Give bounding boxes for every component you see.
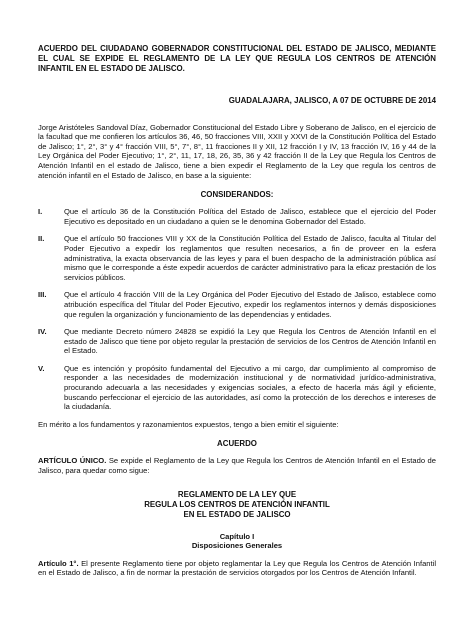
chapter-name: Disposiciones Generales (191, 541, 283, 551)
intro-paragraph: Jorge Aristóteles Sandoval Díaz, Gobernador Constitucional del Estado Libre y Soberano de Jalisco, en el ejercicio de la facultad que me confieren los artículos 36, 46, 50 fracciones VIII, XXII y XXVI de la Constitución Política del Estado de Jalisco; 1°, 2°, 3° y 4° fracción VIII, 5°, 7°, 8°, 11 fracciones II y XII, 12 fracción I y IV, 13 fracción IV, 16 y 44 de la Ley Orgánica del Poder Ejecutivo; 1°, 2°, 11, 17, 18, 26, 35, 36 y 42 fracción II de la Ley que Regula los Centros de Atención Infantil en el estado de Jalisco, tiene a bien expedir el Reglamento de la Ley que regula los centros de atención infantil en el Estado de Jalisco, en base a la siguiente: (38, 122, 436, 180)
acuerdo-heading: ACUERDO (217, 439, 257, 449)
document-title: ACUERDO DEL CIUDADANO GOBERNADOR CONSTITUCIONAL DEL ESTADO DE JALISCO, MEDIANTE EL CUAL SE EXPIDE EL REGLAMENTO DE LA LEY QUE REGULA LOS CENTROS DE ATENCIÓN INFANTIL EN EL ESTADO DE JALISCO. (38, 44, 436, 74)
merit-line: En mérito a los fundamentos y razonamientos expuestos, tengo a bien emitir el siguiente: (38, 419, 339, 429)
articulo-1 (38, 559, 436, 578)
considerando-item (38, 207, 436, 226)
articulo-unico (38, 456, 436, 475)
considerandos-heading: CONSIDERANDOS: (200, 190, 274, 200)
considerando-number: V. (38, 363, 45, 373)
considerando-item (38, 364, 436, 412)
considerando-text: Que el artículo 4 fracción VIII de la Ley Orgánica del Poder Ejecutivo del Estado de Jalisco, establece como atribución específica del Titular del Poder Ejecutivo, expedir los reglamentos internos y demás disposiciones que regulen la organización y funcionamiento de las dependencias y entidades. (64, 290, 436, 319)
considerando-text: Que mediante Decreto número 24828 se expidió la Ley que Regula los Centros de Atención Infantil en el estado de Jalisco que tiene por objeto regular la prestación de servicios de los Centros de Atención Infantil en el Estado. (64, 327, 436, 356)
chapter-number: Capítulo I (219, 531, 255, 541)
reglamento-title (38, 490, 436, 520)
considerando-number: IV. (38, 327, 47, 337)
reglamento-title-line: EN EL ESTADO DE JALISCO (183, 509, 291, 519)
considerando-text: Que el artículo 36 de la Constitución Política del Estado de Jalisco, establece que el ejercicio del Poder Ejecutivo es depositado en un ciudadano a quien se le denomina Gobernador del Estado. (64, 207, 436, 226)
date-line: GUADALAJARA, JALISCO, A 07 DE OCTUBRE DE 2014 (228, 95, 436, 105)
articulo-1-text: El presente Reglamento tiene por objeto reglamentar la Ley que Regula los Centros de Atención Infantil en el Estado de Jalisco, a fin de normar la prestación de servicios otorgados por los Centros de Atención Infantil. (38, 558, 437, 578)
considerando-item (38, 327, 436, 356)
chapter-heading (38, 532, 436, 551)
considerando-item (38, 234, 436, 282)
articulo-1-label: Artículo 1°. (38, 558, 79, 568)
considerando-item (38, 290, 436, 319)
considerando-number: II. (38, 234, 45, 244)
considerando-text: Que el artículo 50 fracciones VIII y XX de la Constitución Política del Estado de Jalisco, faculta al Titular del Poder Ejecutivo a expedir los reglamentos que resulten necesarios, a fin de proveer en la esfera administrativa, la exacta observancia de las leyes y para el buen despacho de la administración pública así mismo que le corresponde a éste expedir acuerdos de carácter administrativo para la eficaz prestación de los servicios públicos. (64, 234, 436, 282)
reglamento-title-line: REGULA LOS CENTROS DE ATENCIÓN INFANTIL (144, 499, 330, 509)
articulo-unico-label: ARTÍCULO ÚNICO. (38, 456, 107, 466)
considerando-number: I. (38, 207, 43, 217)
considerando-text: Que es intención y propósito fundamental del Ejecutivo a mi cargo, dar cumplimiento al compromiso de responder a las necesidades de modernización institucional y de normatividad jurídico-administrativa, procurando adecuarla a las necesidades y exigencias sociales, a efecto de hacerla más ágil y eficiente, buscando perfeccionar el ejercicio de las autoridades, así como la protección de los derechos e intereses de la ciudadanía. (64, 363, 436, 412)
reglamento-title-line: REGLAMENTO DE LA LEY QUE (177, 489, 297, 499)
articulo-unico-text: Se expide el Reglamento de la Ley que Regula los Centros de Atención Infantil en el Estado de Jalisco, para quedar como sigue: (38, 456, 437, 476)
considerando-number: III. (38, 290, 47, 300)
